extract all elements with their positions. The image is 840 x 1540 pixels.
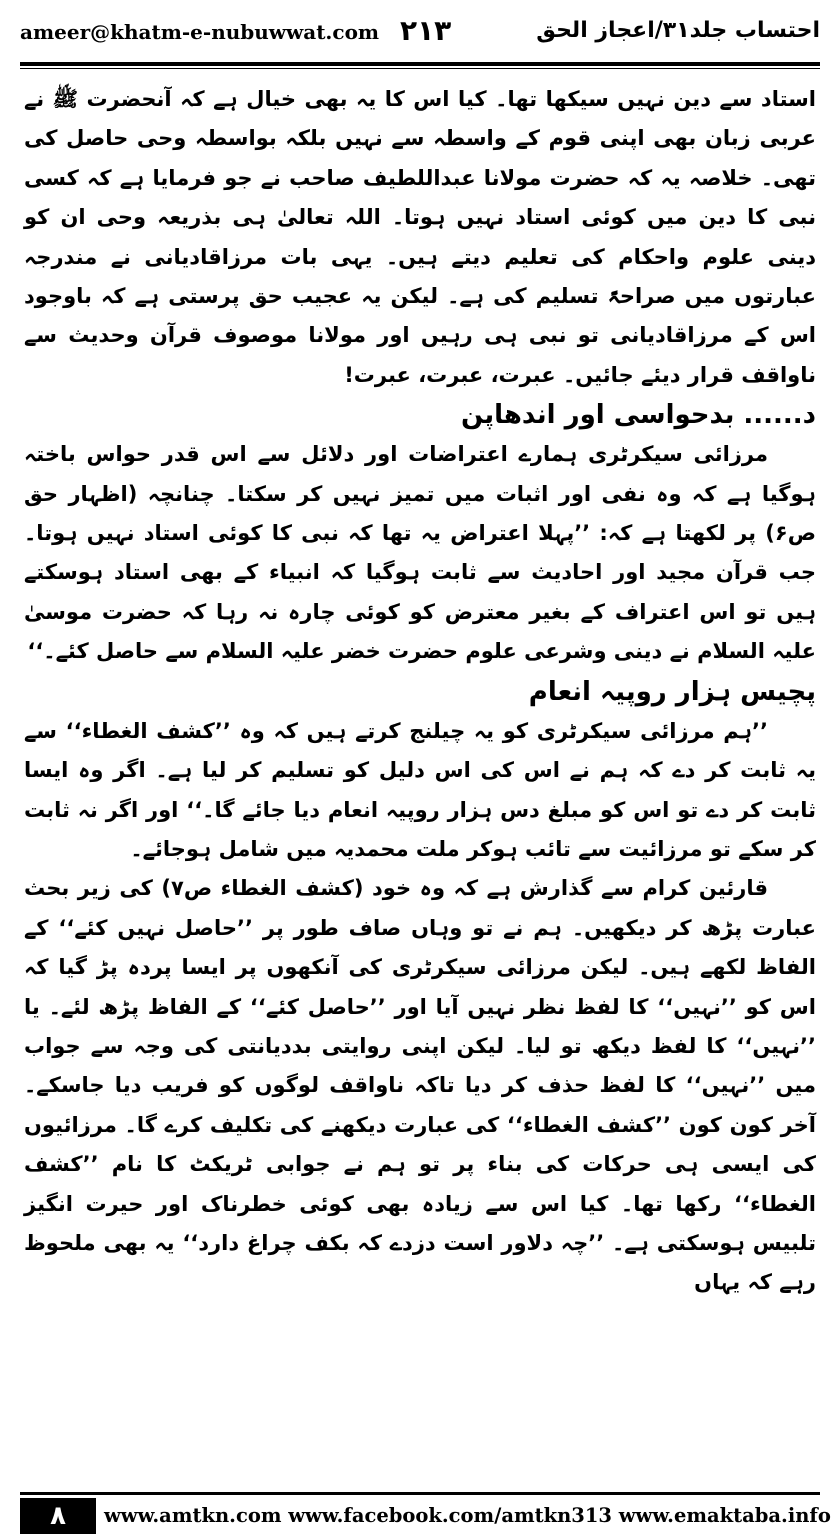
header-rule-thin — [20, 68, 820, 69]
paragraph: مرزائی سیکرٹری ہمارے اعتراضات اور دلائل سے اس قدر حواس باختہ ہوگیا ہے کہ وہ نفی اور اثبات میں تمیز نہیں کر سکتا۔ چنانچہ (اظہار حق ص۶) پر لکھتا ہے کہ: ’’پہلا اعتراض یہ تھا کہ نبی کا کوئی استاد نہیں ہوتا۔ جب قرآن مجید اور احادیث سے ثابت ہوگیا کہ انبیاء کے بھی استاد ہوسکتے ہیں تو اس اعتراف کے بغیر معترض کو کوئی چارہ نہ رہا کہ حضرت موسیٰ علیہ السلام نے دینی وشرعی علوم حضرت خضر علیہ السلام سے حاصل کئے۔‘‘ — [24, 442, 816, 664]
header-book-title: احتساب جلد۳۱/اعجاز الحق — [536, 18, 820, 43]
paragraph: استاد سے دین نہیں سیکھا تھا۔ کیا اس کا یہ بھی خیال ہے کہ آنحضرت ﷺ نے عربی زبان بھی اپنی قوم کے واسطہ سے نہیں بلکہ بواسطہ وحی حاصل کی تھی۔ خلاصہ یہ کہ حضرت مولانا عبداللطیف صاحب نے جو فرمایا ہے کہ کسی نبی کا دین میں کوئی استاد نہیں ہوتا۔ اللہ تعالیٰ ہی بذریعہ وحی ان کو دینی علوم واحکام کی تعلیم دیتے ہیں۔ یہی بات مرزاقادیانی نے مندرجہ عبارتوں میں صراحۃً تسلیم کی ہے۔ لیکن یہ عجیب حق پرستی ہے کہ باوجود اس کے مرزاقادیانی تو نبی ہی رہیں اور مولانا موصوف قرآن وحدیث سے ناواقف قرار دیئے جائیں۔ عبرت، عبرت، عبرت! — [24, 87, 816, 387]
footer-sheet-number: ۸ — [20, 1498, 96, 1534]
footer-links: www.amtkn.com www.facebook.com/amtkn313 www.emaktaba.info — [104, 1504, 831, 1527]
header-page-number: ۲۱۳ — [400, 14, 452, 47]
paragraph: ’’ہم مرزائی سیکرٹری کو یہ چیلنج کرتے ہیں کہ وہ ’’کشف الغطاء‘‘ سے یہ ثابت کر دے کہ ہم نے اس کی اس دلیل کو تسلیم کر لیا ہے۔ اگر وہ ایسا ثابت کر دے تو اس کو مبلغ دس ہزار روپیہ انعام دیا جائے گا۔‘‘ اور اگر نہ ثابت کر سکے تو مرزائیت سے تائب ہوکر ملت محمدیہ میں شامل ہوجائے۔ — [24, 718, 816, 861]
footer-rule — [20, 1492, 820, 1495]
section-heading: پچیس ہزار روپیہ انعام — [528, 676, 816, 707]
header-rule-thick — [20, 62, 820, 66]
section-heading: د...... بدحواسی اور اندھاپن — [460, 400, 816, 431]
body-text — [24, 80, 816, 1303]
header-email: ameer@khatm-e-nubuwwat.com — [20, 20, 380, 44]
page-header — [20, 14, 820, 58]
paragraph: قارئین کرام سے گذارش ہے کہ وہ خود (کشف الغطاء ص۷) کی زیر بحث عبارت پڑھ کر دیکھیں۔ ہم نے تو وہاں صاف طور پر ’’حاصل نہیں کئے‘‘ کے الفاظ لکھے ہیں۔ لیکن مرزائی سیکرٹری کی آنکھوں پر ایسا پردہ پڑ گیا کہ اس کو ’’نہیں‘‘ کا لفظ نظر نہیں آیا اور ’’حاصل کئے‘‘ کے الفاظ پڑھ لئے۔ یا ’’نہیں‘‘ کا لفظ دیکھ تو لیا۔ لیکن اپنی روایتی بددیانتی کی وجہ سے جواب میں ’’نہیں‘‘ کا لفظ حذف کر دیا تاکہ ناواقف لوگوں کو فریب دیا جاسکے۔ آخر کون کون ’’کشف الغطاء‘‘ کی عبارت دیکھنے کی تکلیف کرے گا۔ مرزائیوں کی ایسی ہی حرکات کی بناء پر تو ہم نے جوابی ٹریکٹ کا نام ’’کشف الغطاء‘‘ رکھا تھا۔ کیا اس سے زیادہ بھی کوئی خطرناک اور حیرت انگیز تلبیس ہوسکتی ہے۔ ’’چہ دلاور است دزدے کہ بکف چراغ دارد‘‘ یہ بھی ملحوظ رہے کہ یہاں — [24, 876, 816, 1295]
